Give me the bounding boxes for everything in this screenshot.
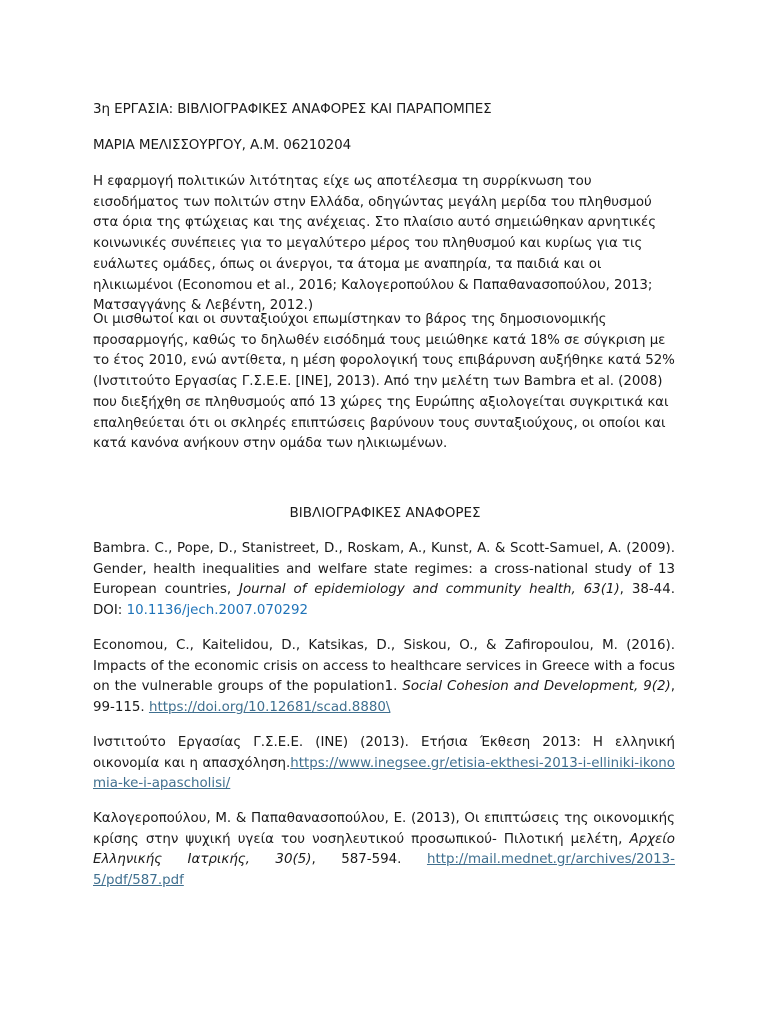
ref-volume: , 9(2)	[634, 679, 671, 695]
reference-bambra	[93, 539, 675, 621]
pdf-link[interactable]: http://mail.mednet.gr/archives/2013-5/pdf/587.pdf	[93, 852, 675, 888]
references-heading: ΒΙΒΛΙΟΓΡΑΦΙΚΕΣ ΑΝΑΦΟΡΕΣ	[289, 505, 481, 521]
ref-text: Καλογεροπούλου, Μ. & Παπαθανασοπούλου, Ε. (2013), Οι επιπτώσεις της οικονομικής κρίσης στην ψυχική υγεία του νοσηλευτικού προσωπικού- Πιλοτική μελέτη,	[93, 811, 675, 847]
ref-text: Economou, C., Kaitelidou, D., Katsikas, D., Siskou, O., & Zafiropoulou, M. (2016). Impacts of the economic crisis on access to healthcare services in Greece with a focus on the vulnerable groups of the population1.	[93, 638, 675, 695]
ref-pages: , 99-115.	[93, 679, 675, 715]
ref-pages: , 587-594.	[311, 852, 427, 868]
ref-authors: Bambra. C., Pope, D., Stanistreet, D., Roskam, A., Kunst, A. & Scott-Samuel, A. (2009).	[93, 541, 675, 556]
ref-journal: Αρχείο Ελληνικής Ιατρικής, 30(5)	[93, 831, 675, 868]
ref-journal: Social Cohesion and Development	[402, 679, 634, 695]
web-link[interactable]: https://www.inegsee.gr/etisia-ekthesi-2013-i-elliniki-ikonomia-ke-i-apascholisi/	[93, 755, 675, 792]
ref-journal: Journal of epidemiology and community health	[239, 582, 572, 598]
ref-pages: , 38-44. DOI:	[93, 582, 675, 618]
ref-volume: , 63(1)	[571, 582, 620, 598]
reference-kalogeropoulou	[93, 809, 675, 891]
doi-link[interactable]: https://doi.org/10.12681/scad.8880\	[148, 699, 391, 715]
paragraph-1: Η εφαρμογή πολιτικών λιτότητας είχε ως αποτέλεσμα τη συρρίκνωση του εισοδήματος των πολιτών στην Ελλάδα, οδηγώντας μεγάλη μερίδα του πληθυσμού στα όρια της φτώχειας και της ανέχειας. Στο πλαίσιο αυτό σημειώθηκαν αρνητικές κοινωνικές συνέπειες για το μεγαλύτερο μέρος του πληθυσμού και κυρίως για τις ευάλωτες ομάδες, όπως οι άνεργοι, τα άτομα με αναπηρία, τα παιδιά και οι ηλικιωμένοι (Economou et al., 2016; Καλογεροπούλου & Παπαθανασοπούλου, 2013; Ματσαγγάνης & Λεβέντη, 2012.)	[93, 174, 657, 314]
paragraph-2: Οι μισθωτοί και οι συνταξιούχοι επωμίστηκαν το βάρος της δημοσιονομικής προσαρμογής, καθώς το δηλωθέν εισόδημά τους μειώθηκε κατά 18% σε σύγκριση με το έτος 2010, ενώ αντίθετα, η μέση φορολογική τους επιβάρυνση αυξήθηκε κατά 52% (Ινστιτούτο Εργασίας Γ.Σ.Ε.Ε. [ΙΝΕ], 2013). Από την μελέτη των Bambra et al. (2008) που διεξήχθη σε πληθυσμούς από 13 χώρες της Ευρώπης αξιολογείται συγκριτικά και επαληθεύεται ότι οι σκληρές επιπτώσεις βαρύνουν τους συνταξιούχους, οι οποίοι και κατά κανόνα ανήκουν στην ομάδα των ηλικιωμένων.	[93, 312, 675, 452]
ref-text: Ινστιτούτο Εργασίας Γ.Σ.Ε.Ε. (ΙΝΕ) (2013). Ετήσια Έκθεση 2013: Η ελληνική οικονομία και η απασχόληση.	[93, 735, 675, 771]
ref-title: Gender, health inequalities and welfare state regimes: a cross-national study of 13 European countries,	[93, 561, 675, 598]
reference-ine	[93, 733, 675, 795]
doi-link[interactable]: 10.1136/jech.2007.070292	[126, 602, 308, 618]
document-title: 3η ΕΡΓΑΣΙΑ: ΒΙΒΛΙΟΓΡΑΦΙΚΕΣ ΑΝΑΦΟΡΕΣ ΚΑΙ ΠΑΡΑΠΟΜΠΕΣ	[93, 101, 492, 117]
author-line: ΜΑΡΙΑ ΜΕΛΙΣΣΟΥΡΓΟΥ, Α.Μ. 06210204	[93, 137, 352, 153]
reference-economou	[93, 636, 675, 718]
